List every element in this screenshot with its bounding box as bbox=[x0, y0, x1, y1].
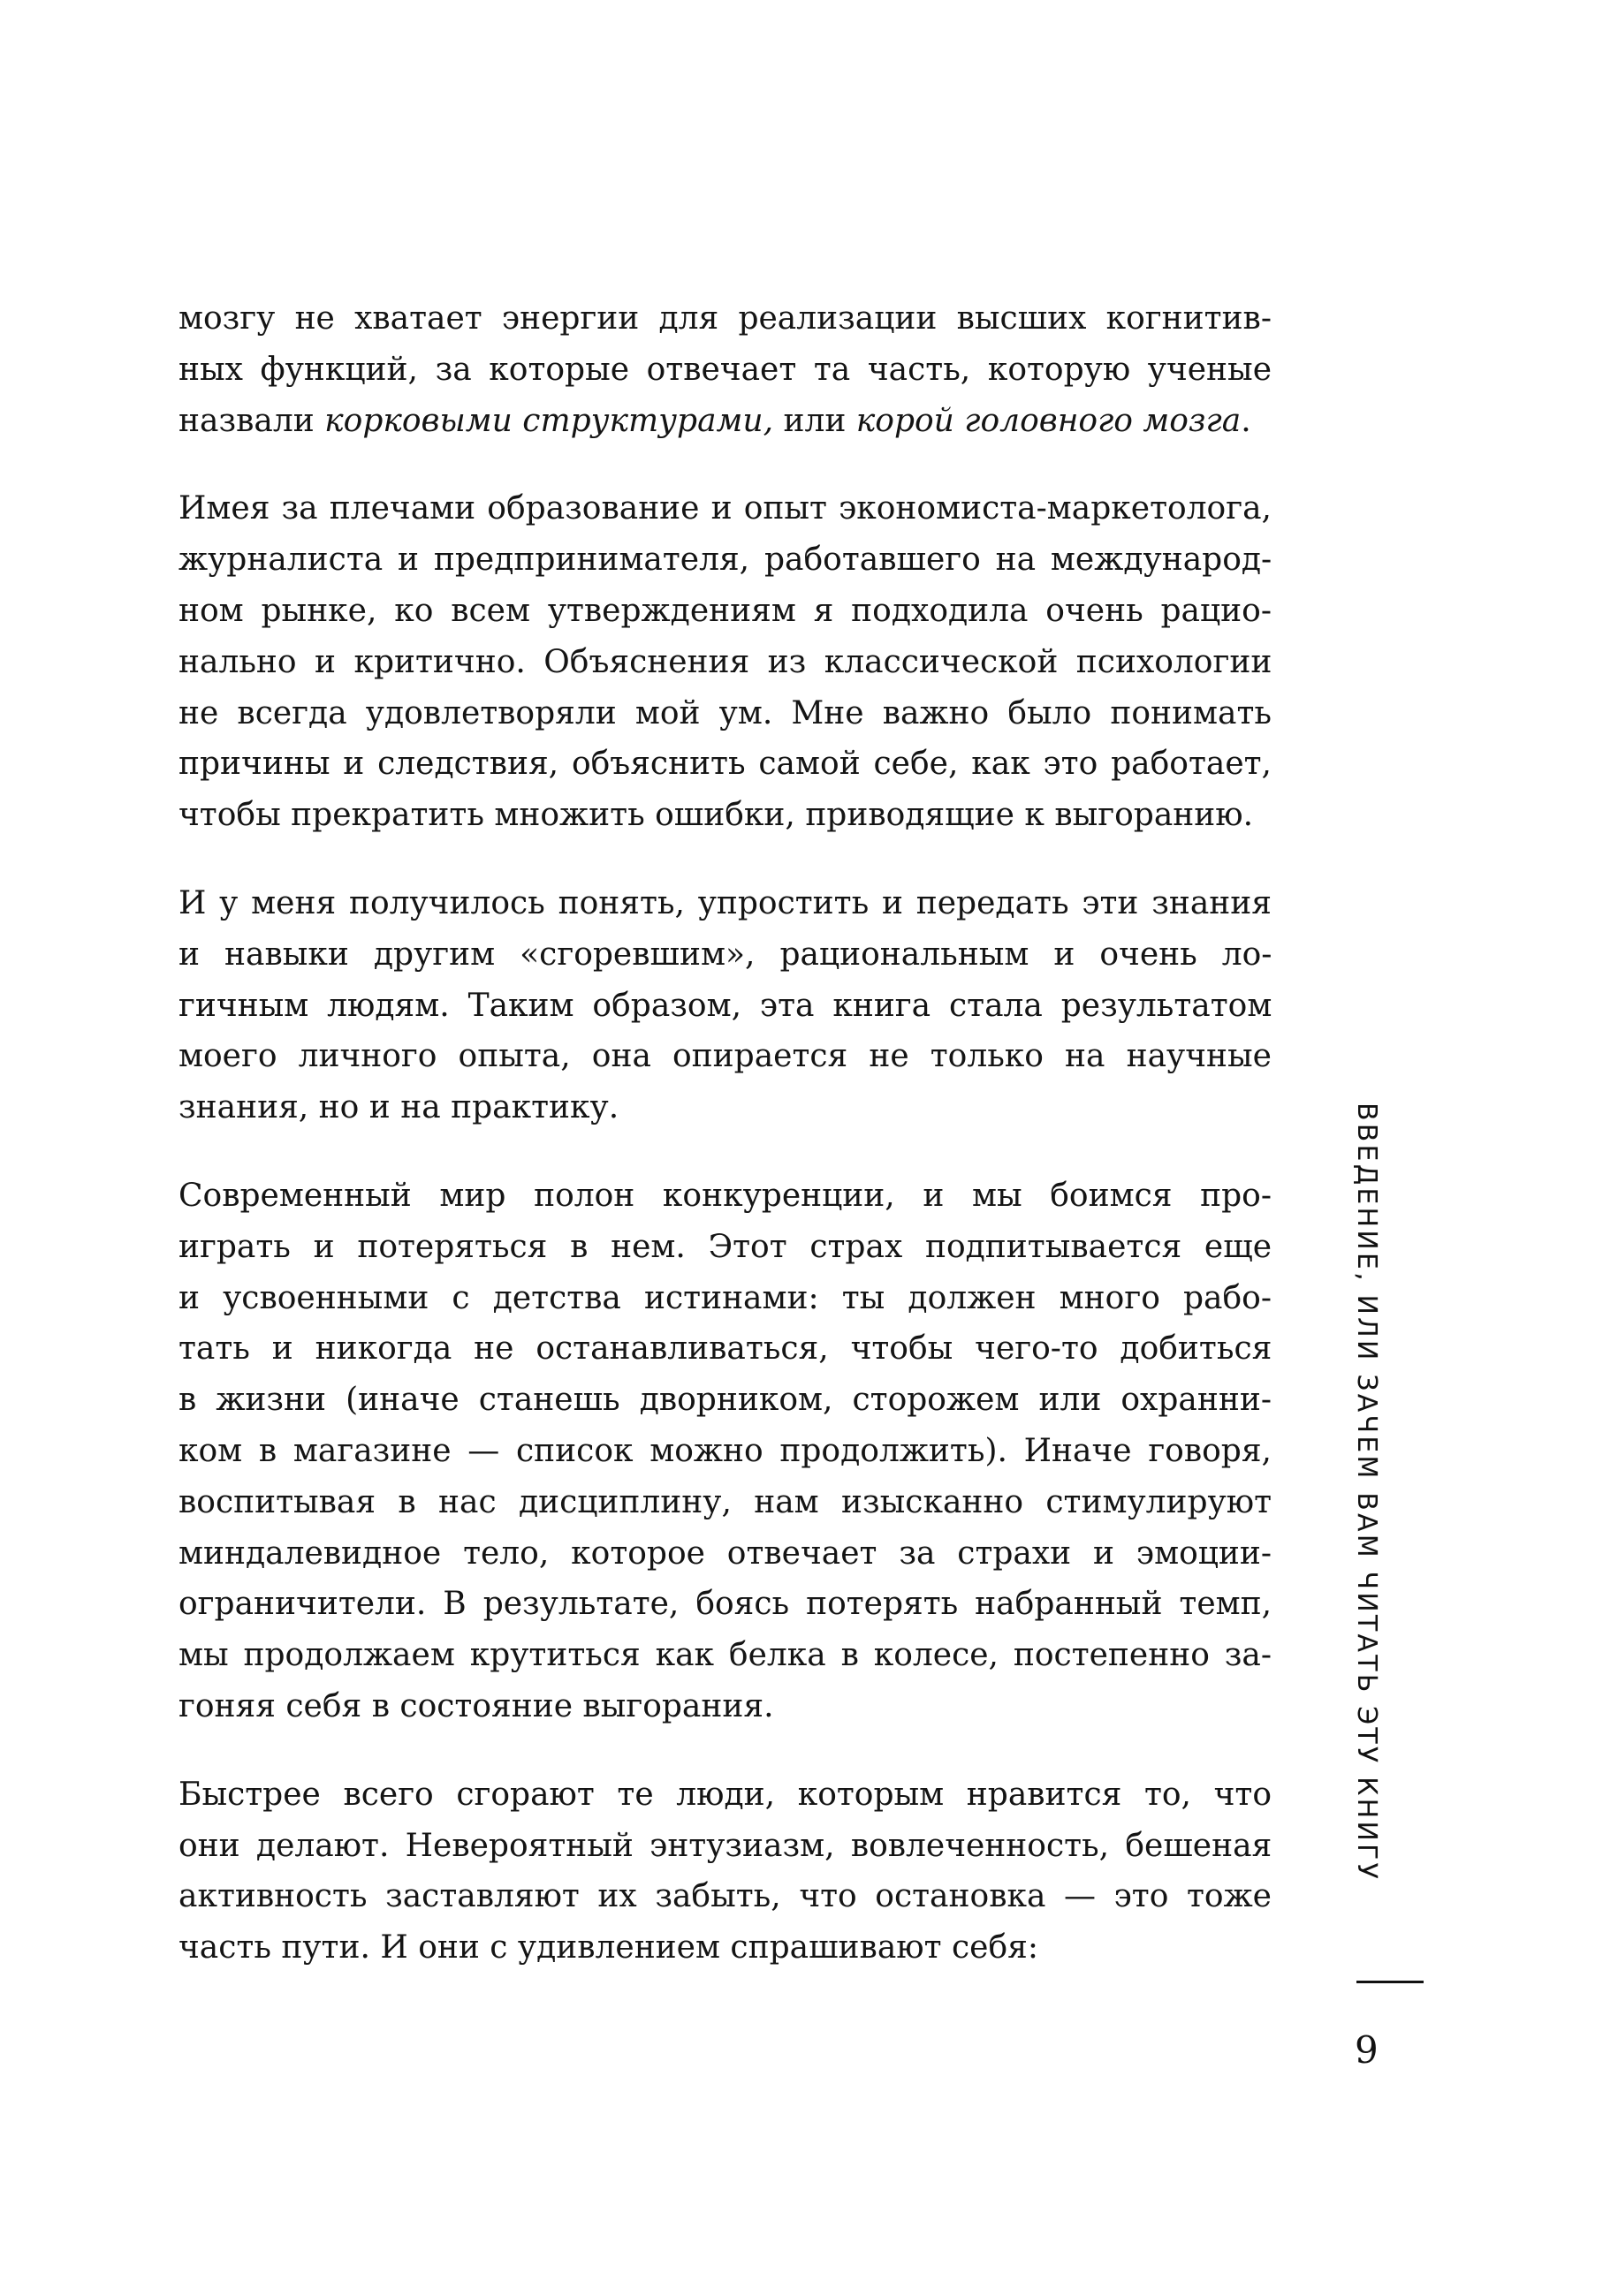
text-run: И у меня получилось понять, упростить и передать эти знания bbox=[179, 884, 1272, 921]
text-line bbox=[179, 688, 1272, 739]
text-run: ограничители. В результате, боясь потерять набранный темп, bbox=[179, 1586, 1272, 1623]
page-number: 9 bbox=[1355, 2028, 1379, 2072]
text-line bbox=[179, 1323, 1272, 1375]
text-run: чтобы прекратить множить ошибки, приводящие к выгоранию. bbox=[179, 797, 1254, 834]
text-line bbox=[179, 1082, 1272, 1133]
text-line bbox=[179, 1031, 1272, 1082]
body-text bbox=[179, 293, 1272, 2011]
text-run: гичным людям. Таким образом, эта книга стала результатом bbox=[179, 987, 1272, 1024]
paragraph bbox=[179, 1171, 1272, 1732]
text-run: журналиста и предпринимателя, работавшего на международ- bbox=[179, 542, 1272, 579]
text-line bbox=[179, 929, 1272, 981]
text-line bbox=[179, 1273, 1272, 1324]
text-run: и навыки другим «сгоревшим», рациональным и очень ло- bbox=[179, 936, 1272, 973]
text-line bbox=[179, 1477, 1272, 1528]
text-run: Имея за плечами образование и опыт экономиста-маркетолога, bbox=[179, 490, 1272, 527]
text-line bbox=[179, 1579, 1272, 1630]
text-run: нально и критично. Объяснения из классической психологии bbox=[179, 643, 1272, 680]
paragraph bbox=[179, 878, 1272, 1133]
text-run: и усвоенными с детства истинами: ты должен много рабо- bbox=[179, 1279, 1272, 1316]
text-run: Современный мир полон конкуренции, и мы боимся про- bbox=[179, 1177, 1272, 1214]
text-run: они делают. Невероятный энтузиазм, вовлеченность, бешеная bbox=[179, 1827, 1272, 1864]
text-run: не всегда удовлетворяли мой ум. Мне важно было понимать bbox=[179, 694, 1272, 731]
text-line bbox=[179, 1871, 1272, 1922]
text-line bbox=[179, 1821, 1272, 1872]
text-line bbox=[179, 1630, 1272, 1681]
italic-term: корковыми структурами, bbox=[324, 402, 774, 439]
text-run: причины и следствия, объяснить самой себе, как это работает, bbox=[179, 746, 1272, 783]
text-run: . bbox=[1241, 402, 1251, 439]
text-line bbox=[179, 534, 1272, 586]
text-run: в жизни (иначе станешь дворником, сторожем или охранни- bbox=[179, 1382, 1272, 1419]
text-run: активность заставляют их забыть, что остановка — это тоже bbox=[179, 1878, 1272, 1915]
text-line bbox=[179, 1528, 1272, 1580]
text-line bbox=[179, 1681, 1272, 1732]
text-line bbox=[179, 878, 1272, 929]
text-run: назвали bbox=[179, 402, 325, 439]
paragraph bbox=[179, 1769, 1272, 1974]
text-line bbox=[179, 1769, 1272, 1821]
text-line bbox=[179, 1375, 1272, 1426]
text-line bbox=[179, 1922, 1272, 1974]
text-run: воспитывая в нас дисциплину, нам изысканно стимулируют bbox=[179, 1483, 1272, 1520]
paragraph bbox=[179, 293, 1272, 446]
text-run: знания, но и на практику. bbox=[179, 1089, 619, 1126]
text-run: мозгу не хватает энергии для реализации высших когнитив- bbox=[179, 300, 1272, 337]
text-line bbox=[179, 586, 1272, 637]
text-run: моего личного опыта, она опирается не только на научные bbox=[179, 1038, 1272, 1075]
paragraph bbox=[179, 483, 1272, 841]
text-line bbox=[179, 981, 1272, 1032]
text-line bbox=[179, 293, 1272, 345]
text-run: тать и никогда не останавливаться, чтобы чего-то добиться bbox=[179, 1330, 1272, 1368]
text-run: гоняя себя в состояние выгорания. bbox=[179, 1687, 774, 1724]
text-line bbox=[179, 637, 1272, 688]
text-line bbox=[179, 345, 1272, 396]
folio-rule bbox=[1356, 1981, 1424, 1983]
text-line bbox=[179, 396, 1272, 447]
text-run: часть пути. И они с удивлением спрашивают себя: bbox=[179, 1929, 1038, 1966]
text-run: мы продолжаем крутиться как белка в колесе, постепенно за- bbox=[179, 1637, 1272, 1674]
text-line bbox=[179, 1222, 1272, 1273]
text-run: или bbox=[773, 402, 856, 439]
text-line bbox=[179, 1171, 1272, 1222]
text-line bbox=[179, 790, 1272, 841]
text-run: играть и потеряться в нем. Этот страх подпитывается еще bbox=[179, 1228, 1272, 1265]
text-run: ных функций, за которые отвечает та часть, которую ученые bbox=[179, 351, 1272, 388]
text-line bbox=[179, 1426, 1272, 1477]
running-head: ВВЕДЕНИЕ, ИЛИ ЗАЧЕМ ВАМ ЧИТАТЬ ЭТУ КНИГУ bbox=[1351, 1103, 1382, 1882]
text-run: Быстрее всего сгорают те люди, которым нравится то, что bbox=[179, 1776, 1272, 1813]
text-run: ком в магазине — список можно продолжить). Иначе говоря, bbox=[179, 1432, 1272, 1469]
text-run: миндалевидное тело, которое отвечает за страхи и эмоции- bbox=[179, 1534, 1272, 1572]
text-line bbox=[179, 739, 1272, 790]
italic-term: корой головного мозга bbox=[855, 402, 1242, 439]
text-line bbox=[179, 483, 1272, 534]
text-run: ном рынке, ко всем утверждениям я подходила очень рацио- bbox=[179, 592, 1272, 629]
